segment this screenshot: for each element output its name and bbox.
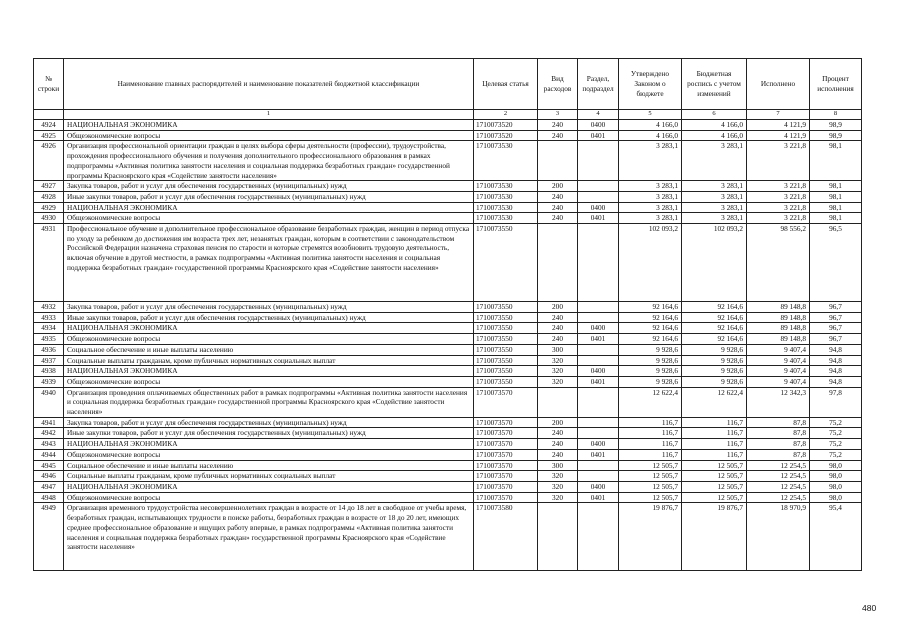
table-row	[34, 428, 862, 439]
budget-list-amount: 12 622,4	[682, 387, 747, 417]
executed-amount: 9 407,4	[747, 366, 810, 377]
executed-amount: 12 254,5	[747, 492, 810, 503]
section-code	[578, 312, 619, 323]
executed-amount: 89 148,8	[747, 312, 810, 323]
executed-amount: 4 121,9	[747, 130, 810, 141]
budget-list-amount: 116,7	[682, 439, 747, 450]
table-row	[34, 481, 862, 492]
row-name: Социальные выплаты гражданам, кроме публичных нормативных социальных выплат	[64, 355, 474, 366]
executed-amount: 18 970,9	[747, 503, 810, 571]
execution-percent: 98,1	[810, 202, 862, 213]
executed-amount: 87,8	[747, 439, 810, 450]
approved-amount: 4 166,0	[619, 130, 682, 141]
execution-percent: 94,8	[810, 344, 862, 355]
approved-amount: 3 283,1	[619, 191, 682, 202]
budget-list-amount: 92 164,6	[682, 302, 747, 313]
expense-kind: 320	[538, 366, 578, 377]
row-name: Общеэкономические вопросы	[64, 130, 474, 141]
approved-amount: 9 928,6	[619, 344, 682, 355]
header-budget-list: Бюджетная роспись с учетом изменений	[682, 59, 747, 110]
row-name: НАЦИОНАЛЬНАЯ ЭКОНОМИКА	[64, 120, 474, 131]
execution-percent: 96,5	[810, 224, 862, 302]
header-name: Наименование главных распорядителей и наименование показателей бюджетной классификации	[64, 59, 474, 110]
table-row	[34, 312, 862, 323]
expense-kind: 240	[538, 428, 578, 439]
column-number: 6	[682, 110, 747, 120]
row-name: Закупка товаров, работ и услуг для обеспечения государственных (муниципальных) нужд	[64, 302, 474, 313]
table-row	[34, 202, 862, 213]
column-number: 3	[538, 110, 578, 120]
section-code	[578, 344, 619, 355]
execution-percent: 98,0	[810, 481, 862, 492]
executed-amount: 3 221,8	[747, 213, 810, 224]
execution-percent: 94,8	[810, 376, 862, 387]
row-name: НАЦИОНАЛЬНАЯ ЭКОНОМИКА	[64, 481, 474, 492]
budget-list-amount: 12 505,7	[682, 460, 747, 471]
section-code	[578, 417, 619, 428]
execution-percent: 75,2	[810, 449, 862, 460]
approved-amount: 12 505,7	[619, 460, 682, 471]
row-number: 4934	[34, 323, 64, 334]
row-number: 4930	[34, 213, 64, 224]
target-article: 1710073570	[474, 492, 538, 503]
budget-document	[33, 58, 862, 571]
execution-percent: 96,7	[810, 334, 862, 345]
budget-list-amount: 4 166,0	[682, 130, 747, 141]
expense-kind: 240	[538, 191, 578, 202]
row-name: Иные закупки товаров, работ и услуг для обеспечения государственных (муниципальных) нужд	[64, 312, 474, 323]
approved-amount: 12 505,7	[619, 471, 682, 482]
expense-kind: 240	[538, 130, 578, 141]
budget-list-amount: 12 505,7	[682, 492, 747, 503]
row-number: 4944	[34, 449, 64, 460]
expense-kind: 200	[538, 302, 578, 313]
approved-amount: 92 164,6	[619, 302, 682, 313]
section-code: 0400	[578, 366, 619, 377]
approved-amount: 92 164,6	[619, 323, 682, 334]
row-name: Организация временного трудоустройства несовершеннолетних граждан в возрасте от 14 до 18 лет в свободное от учебы время, безработных граждан, испытывающих трудности в поиске работы, безработных граждан в возрасте от 18 до 20 лет, имеющих среднее профессиональное образование и ищущих работу впервые, в рамках подпрограммы «Активная политика занятости населения и социальная поддержка безработных граждан» государственной программы Красноярского края «Содействие занятости населения»	[64, 503, 474, 571]
target-article: 1710073550	[474, 376, 538, 387]
expense-kind: 240	[538, 213, 578, 224]
execution-percent: 98,1	[810, 213, 862, 224]
execution-percent: 94,8	[810, 366, 862, 377]
execution-percent: 96,7	[810, 302, 862, 313]
target-article: 1710073550	[474, 312, 538, 323]
budget-list-amount: 3 283,1	[682, 141, 747, 181]
expense-kind: 200	[538, 181, 578, 192]
table-body	[34, 120, 862, 571]
section-code	[578, 503, 619, 571]
row-number: 4946	[34, 471, 64, 482]
executed-amount: 9 407,4	[747, 376, 810, 387]
target-article: 1710073530	[474, 141, 538, 181]
row-number: 4933	[34, 312, 64, 323]
target-article: 1710073530	[474, 213, 538, 224]
section-code	[578, 428, 619, 439]
execution-percent: 75,2	[810, 428, 862, 439]
expense-kind: 200	[538, 417, 578, 428]
row-name: Социальное обеспечение и иные выплаты населению	[64, 344, 474, 355]
expense-kind: 320	[538, 492, 578, 503]
expense-kind: 240	[538, 312, 578, 323]
approved-amount: 12 505,7	[619, 481, 682, 492]
execution-percent: 98,1	[810, 181, 862, 192]
expense-kind	[538, 141, 578, 181]
table-row	[34, 376, 862, 387]
row-number: 4928	[34, 191, 64, 202]
header-target-article: Целевая статья	[474, 59, 538, 110]
executed-amount: 98 556,2	[747, 224, 810, 302]
table-row	[34, 323, 862, 334]
section-code	[578, 302, 619, 313]
table-row	[34, 492, 862, 503]
budget-table	[33, 58, 862, 571]
budget-list-amount: 92 164,6	[682, 334, 747, 345]
section-code: 0401	[578, 376, 619, 387]
expense-kind: 240	[538, 120, 578, 131]
column-number: 8	[810, 110, 862, 120]
section-code	[578, 355, 619, 366]
budget-list-amount: 102 093,2	[682, 224, 747, 302]
target-article: 1710073530	[474, 181, 538, 192]
column-number: 7	[747, 110, 810, 120]
approved-amount: 4 166,0	[619, 120, 682, 131]
page-number: 480	[862, 603, 877, 613]
expense-kind	[538, 387, 578, 417]
executed-amount: 87,8	[747, 428, 810, 439]
budget-list-amount: 92 164,6	[682, 323, 747, 334]
approved-amount: 116,7	[619, 439, 682, 450]
section-code: 0400	[578, 439, 619, 450]
row-name: НАЦИОНАЛЬНАЯ ЭКОНОМИКА	[64, 366, 474, 377]
budget-list-amount: 4 166,0	[682, 120, 747, 131]
expense-kind: 320	[538, 355, 578, 366]
section-code: 0400	[578, 120, 619, 131]
executed-amount: 87,8	[747, 417, 810, 428]
budget-list-amount: 3 283,1	[682, 191, 747, 202]
table-row	[34, 302, 862, 313]
approved-amount: 12 622,4	[619, 387, 682, 417]
target-article: 1710073530	[474, 191, 538, 202]
table-row	[34, 120, 862, 131]
budget-list-amount: 3 283,1	[682, 202, 747, 213]
header-row-number: № строки	[34, 59, 64, 110]
row-name: Общеэкономические вопросы	[64, 376, 474, 387]
row-name: НАЦИОНАЛЬНАЯ ЭКОНОМИКА	[64, 439, 474, 450]
execution-percent: 75,2	[810, 439, 862, 450]
section-code	[578, 387, 619, 417]
row-name: Профессиональное обучение и дополнительное профессиональное образование безработных граждан, женщин в период отпуска по уходу за ребенком до достижения им возраста трех лет, незанятых граждан, которым в соответствии с законодательством Российской Федерации назначена страховая пенсия по старости и которые стремятся возобновить трудовую деятельность, включая обучение в другой местности, в рамках подпрограммы «Активная политика занятости населения и социальная поддержка безработных граждан» государственной программы Красноярского края «Содействие занятости населения»	[64, 224, 474, 302]
row-name: Социальные выплаты гражданам, кроме публичных нормативных социальных выплат	[64, 471, 474, 482]
table-row	[34, 224, 862, 302]
approved-amount: 92 164,6	[619, 334, 682, 345]
table-row	[34, 344, 862, 355]
table-row	[34, 355, 862, 366]
table-row	[34, 439, 862, 450]
table-row	[34, 460, 862, 471]
header-approved: Утверждено Законом о бюджете	[619, 59, 682, 110]
section-code	[578, 191, 619, 202]
section-code: 0401	[578, 334, 619, 345]
table-row	[34, 417, 862, 428]
expense-kind	[538, 503, 578, 571]
row-name: Общеэкономические вопросы	[64, 213, 474, 224]
executed-amount: 12 254,5	[747, 481, 810, 492]
expense-kind: 240	[538, 202, 578, 213]
table-row	[34, 181, 862, 192]
row-number: 4948	[34, 492, 64, 503]
expense-kind: 240	[538, 439, 578, 450]
executed-amount: 4 121,9	[747, 120, 810, 131]
target-article: 1710073570	[474, 428, 538, 439]
approved-amount: 9 928,6	[619, 355, 682, 366]
approved-amount: 19 876,7	[619, 503, 682, 571]
approved-amount: 3 283,1	[619, 181, 682, 192]
row-number: 4937	[34, 355, 64, 366]
header-expense-kind: Вид расходов	[538, 59, 578, 110]
row-number: 4945	[34, 460, 64, 471]
table-row	[34, 213, 862, 224]
row-number: 4931	[34, 224, 64, 302]
approved-amount: 3 283,1	[619, 213, 682, 224]
executed-amount: 89 148,8	[747, 334, 810, 345]
executed-amount: 3 221,8	[747, 141, 810, 181]
row-name: Общеэкономические вопросы	[64, 449, 474, 460]
expense-kind: 300	[538, 460, 578, 471]
row-number: 4926	[34, 141, 64, 181]
expense-kind: 240	[538, 323, 578, 334]
row-number: 4932	[34, 302, 64, 313]
table-row	[34, 366, 862, 377]
row-number: 4938	[34, 366, 64, 377]
table-row	[34, 191, 862, 202]
executed-amount: 3 221,8	[747, 202, 810, 213]
row-name: Общеэкономические вопросы	[64, 334, 474, 345]
row-name: Иные закупки товаров, работ и услуг для обеспечения государственных (муниципальных) нужд	[64, 191, 474, 202]
section-code	[578, 460, 619, 471]
table-row	[34, 471, 862, 482]
expense-kind: 300	[538, 344, 578, 355]
section-code: 0400	[578, 323, 619, 334]
row-name: Закупка товаров, работ и услуг для обеспечения государственных (муниципальных) нужд	[64, 417, 474, 428]
target-article: 1710073520	[474, 130, 538, 141]
target-article: 1710073570	[474, 449, 538, 460]
executed-amount: 9 407,4	[747, 355, 810, 366]
section-code	[578, 181, 619, 192]
approved-amount: 102 093,2	[619, 224, 682, 302]
row-name: Организация проведения оплачиваемых общественных работ в рамках подпрограммы «Активная политика занятости населения и социальная поддержка безработных граждан» государственной программы Красноярского края «Содействие занятости населения»	[64, 387, 474, 417]
approved-amount: 116,7	[619, 417, 682, 428]
target-article: 1710073580	[474, 503, 538, 571]
approved-amount: 3 283,1	[619, 141, 682, 181]
target-article: 1710073550	[474, 302, 538, 313]
row-number: 4941	[34, 417, 64, 428]
target-article: 1710073570	[474, 439, 538, 450]
executed-amount: 9 407,4	[747, 344, 810, 355]
row-name: Общеэкономические вопросы	[64, 492, 474, 503]
budget-list-amount: 116,7	[682, 428, 747, 439]
section-code: 0401	[578, 449, 619, 460]
column-number-blank	[34, 110, 64, 120]
approved-amount: 116,7	[619, 449, 682, 460]
target-article: 1710073550	[474, 334, 538, 345]
approved-amount: 12 505,7	[619, 492, 682, 503]
row-name: Закупка товаров, работ и услуг для обеспечения государственных (муниципальных) нужд	[64, 181, 474, 192]
executed-amount: 12 342,3	[747, 387, 810, 417]
budget-list-amount: 3 283,1	[682, 181, 747, 192]
target-article: 1710073550	[474, 344, 538, 355]
row-number: 4936	[34, 344, 64, 355]
execution-percent: 98,1	[810, 191, 862, 202]
executed-amount: 12 254,5	[747, 460, 810, 471]
budget-list-amount: 12 505,7	[682, 481, 747, 492]
section-code	[578, 224, 619, 302]
executed-amount: 89 148,8	[747, 323, 810, 334]
executed-amount: 87,8	[747, 449, 810, 460]
execution-percent: 98,9	[810, 130, 862, 141]
target-article: 1710073550	[474, 366, 538, 377]
table-header-row	[34, 59, 862, 110]
expense-kind: 320	[538, 376, 578, 387]
execution-percent: 98,9	[810, 120, 862, 131]
column-number: 4	[578, 110, 619, 120]
table-row	[34, 503, 862, 571]
row-name: НАЦИОНАЛЬНАЯ ЭКОНОМИКА	[64, 323, 474, 334]
expense-kind	[538, 224, 578, 302]
target-article: 1710073550	[474, 355, 538, 366]
row-number: 4925	[34, 130, 64, 141]
row-number: 4947	[34, 481, 64, 492]
column-number: 1	[64, 110, 474, 120]
budget-list-amount: 9 928,6	[682, 355, 747, 366]
approved-amount: 9 928,6	[619, 366, 682, 377]
target-article: 1710073550	[474, 323, 538, 334]
approved-amount: 116,7	[619, 428, 682, 439]
row-number: 4942	[34, 428, 64, 439]
execution-percent: 98,0	[810, 471, 862, 482]
target-article: 1710073520	[474, 120, 538, 131]
header-percent: Процент исполнения	[810, 59, 862, 110]
executed-amount: 3 221,8	[747, 181, 810, 192]
execution-percent: 98,0	[810, 460, 862, 471]
row-number: 4949	[34, 503, 64, 571]
row-number: 4924	[34, 120, 64, 131]
row-name: Иные закупки товаров, работ и услуг для обеспечения государственных (муниципальных) нужд	[64, 428, 474, 439]
row-number: 4943	[34, 439, 64, 450]
expense-kind: 240	[538, 334, 578, 345]
section-code: 0400	[578, 481, 619, 492]
budget-list-amount: 9 928,6	[682, 376, 747, 387]
execution-percent: 94,8	[810, 355, 862, 366]
budget-list-amount: 19 876,7	[682, 503, 747, 571]
execution-percent: 96,7	[810, 312, 862, 323]
budget-list-amount: 9 928,6	[682, 344, 747, 355]
expense-kind: 320	[538, 481, 578, 492]
budget-list-amount: 116,7	[682, 417, 747, 428]
row-name: Социальное обеспечение и иные выплаты населению	[64, 460, 474, 471]
row-number: 4935	[34, 334, 64, 345]
target-article: 1710073570	[474, 387, 538, 417]
expense-kind: 320	[538, 471, 578, 482]
row-number: 4939	[34, 376, 64, 387]
table-row	[34, 449, 862, 460]
expense-kind: 240	[538, 449, 578, 460]
table-row	[34, 387, 862, 417]
section-code: 0400	[578, 202, 619, 213]
execution-percent: 98,1	[810, 141, 862, 181]
column-number-row	[34, 110, 862, 120]
executed-amount: 89 148,8	[747, 302, 810, 313]
budget-list-amount: 3 283,1	[682, 213, 747, 224]
target-article: 1710073550	[474, 224, 538, 302]
target-article: 1710073570	[474, 481, 538, 492]
column-number: 5	[619, 110, 682, 120]
section-code	[578, 471, 619, 482]
header-executed: Исполнено	[747, 59, 810, 110]
executed-amount: 12 254,5	[747, 471, 810, 482]
budget-list-amount: 9 928,6	[682, 366, 747, 377]
execution-percent: 97,8	[810, 387, 862, 417]
executed-amount: 3 221,8	[747, 191, 810, 202]
table-row	[34, 334, 862, 345]
section-code: 0401	[578, 213, 619, 224]
approved-amount: 3 283,1	[619, 202, 682, 213]
table-row	[34, 130, 862, 141]
header-section: Раздел, подраздел	[578, 59, 619, 110]
target-article: 1710073530	[474, 202, 538, 213]
target-article: 1710073570	[474, 471, 538, 482]
execution-percent: 98,0	[810, 492, 862, 503]
row-name: НАЦИОНАЛЬНАЯ ЭКОНОМИКА	[64, 202, 474, 213]
row-number: 4929	[34, 202, 64, 213]
section-code	[578, 141, 619, 181]
budget-list-amount: 92 164,6	[682, 312, 747, 323]
execution-percent: 95,4	[810, 503, 862, 571]
target-article: 1710073570	[474, 417, 538, 428]
row-name: Организация профессиональной ориентации граждан в целях выбора сферы деятельности (профессии), трудоустройства, прохождения профессионального обучения и получения дополнительного профессионального образования в рамках подпрограммы «Активная политика занятости населения и социальная поддержка безработных граждан» государственной программы Красноярского края «Содействие занятости населения»	[64, 141, 474, 181]
target-article: 1710073570	[474, 460, 538, 471]
approved-amount: 9 928,6	[619, 376, 682, 387]
row-number: 4927	[34, 181, 64, 192]
row-number: 4940	[34, 387, 64, 417]
approved-amount: 92 164,6	[619, 312, 682, 323]
budget-list-amount: 116,7	[682, 449, 747, 460]
section-code: 0401	[578, 492, 619, 503]
table-row	[34, 141, 862, 181]
column-number: 2	[474, 110, 538, 120]
execution-percent: 75,2	[810, 417, 862, 428]
execution-percent: 96,7	[810, 323, 862, 334]
budget-list-amount: 12 505,7	[682, 471, 747, 482]
section-code: 0401	[578, 130, 619, 141]
